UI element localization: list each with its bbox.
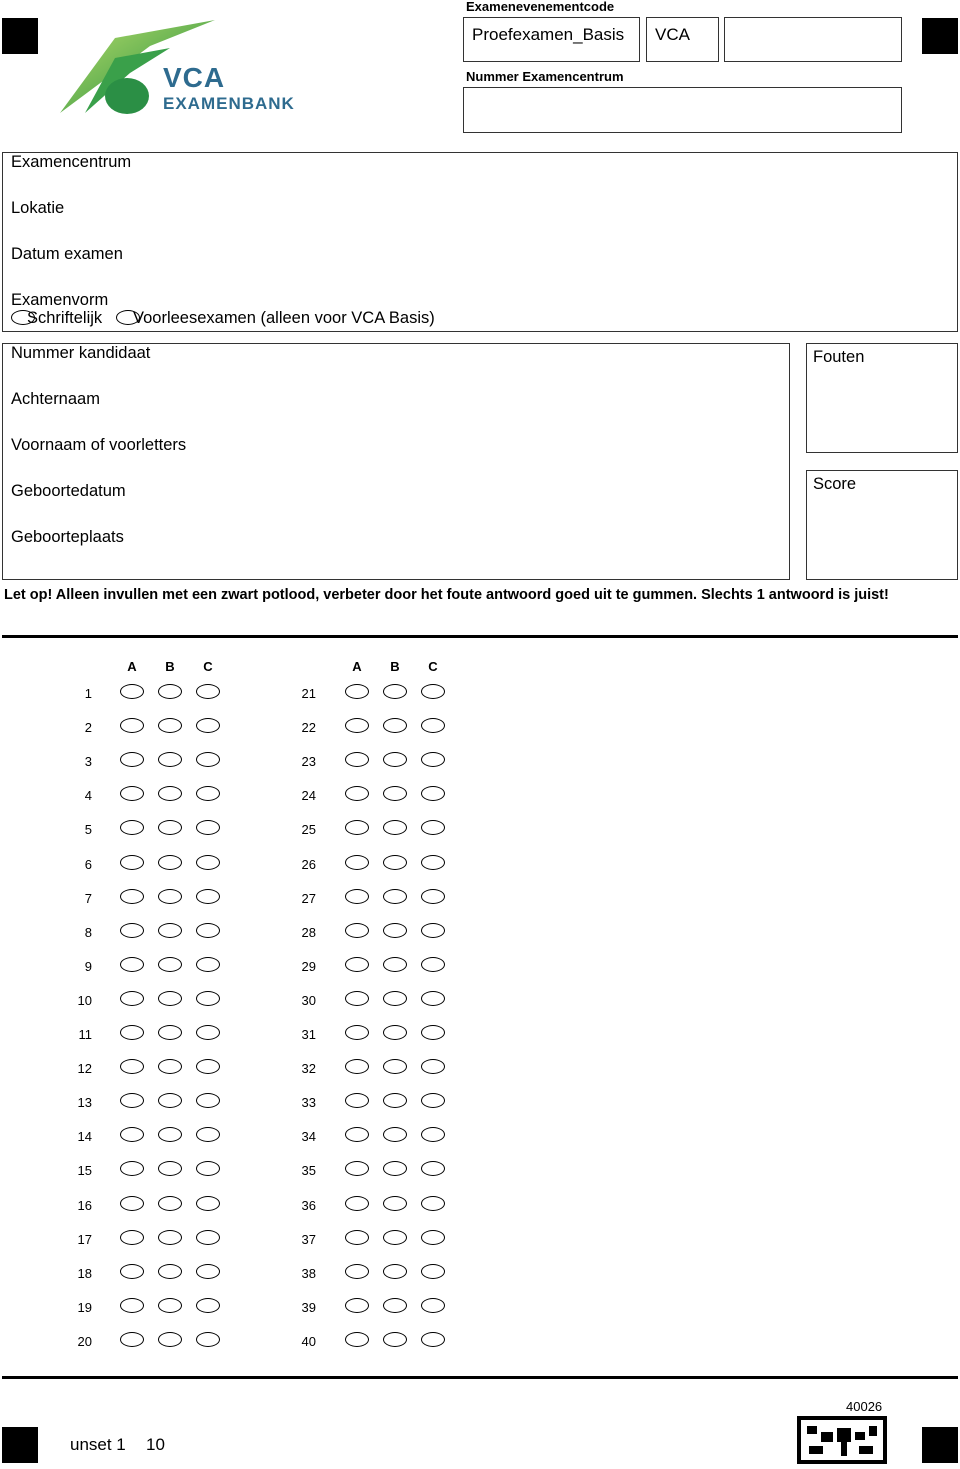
answer-bubble-1-b[interactable]: [158, 684, 182, 699]
center-number-label: Nummer Examencentrum: [466, 69, 624, 84]
corner-marker-top-right: [922, 18, 958, 54]
answer-bubble-9-b[interactable]: [158, 957, 182, 972]
answer-bubble-26-b[interactable]: [383, 855, 407, 870]
answer-bubble-24-a[interactable]: [345, 786, 369, 801]
answer-bubble-2-c[interactable]: [196, 718, 220, 733]
answer-bubble-36-c[interactable]: [421, 1196, 445, 1211]
set-label: unset 1: [70, 1435, 126, 1454]
answer-bubble-15-b[interactable]: [158, 1161, 182, 1176]
column-header-c: C: [428, 659, 438, 674]
answer-bubble-16-b[interactable]: [158, 1196, 182, 1211]
answer-bubble-3-c[interactable]: [196, 752, 220, 767]
answer-bubble-27-b[interactable]: [383, 889, 407, 904]
question-number: 33: [301, 1095, 316, 1111]
answer-bubble-15-a[interactable]: [120, 1161, 144, 1176]
question-number: 3: [84, 754, 92, 770]
question-number: 13: [77, 1095, 92, 1111]
question-number: 5: [84, 822, 92, 838]
answer-bubble-19-a[interactable]: [120, 1298, 144, 1313]
option-written-label: Schriftelijk: [27, 309, 103, 327]
answer-bubble-5-a[interactable]: [120, 820, 144, 835]
answer-bubble-1-a[interactable]: [120, 684, 144, 699]
fouten-box[interactable]: [806, 343, 958, 453]
answer-bubble-18-b[interactable]: [158, 1264, 182, 1279]
answer-bubble-28-a[interactable]: [345, 923, 369, 938]
answer-bubble-30-c[interactable]: [421, 991, 445, 1006]
answer-bubble-40-b[interactable]: [383, 1332, 407, 1347]
answer-bubble-33-c[interactable]: [421, 1093, 445, 1108]
question-number: 10: [77, 992, 92, 1008]
extra-code-field[interactable]: [724, 17, 902, 62]
answer-bubble-38-a[interactable]: [345, 1264, 369, 1279]
answer-bubble-26-a[interactable]: [345, 855, 369, 870]
column-header-b: B: [165, 659, 175, 674]
answer-bubble-30-a[interactable]: [345, 991, 369, 1006]
answer-bubble-16-a[interactable]: [120, 1196, 144, 1211]
answer-bubble-22-b[interactable]: [383, 718, 407, 733]
exam-info-box: [2, 152, 958, 332]
answer-bubble-1-c[interactable]: [196, 684, 220, 699]
answer-bubble-34-a[interactable]: [345, 1127, 369, 1142]
answer-bubble-31-b[interactable]: [383, 1025, 407, 1040]
answer-bubble-6-a[interactable]: [120, 855, 144, 870]
answer-bubble-16-c[interactable]: [196, 1196, 220, 1211]
question-number: 11: [78, 1027, 92, 1042]
answer-bubble-20-c[interactable]: [196, 1332, 220, 1347]
answer-bubble-37-c[interactable]: [421, 1230, 445, 1245]
question-number: 16: [77, 1197, 92, 1213]
answer-bubble-29-a[interactable]: [345, 957, 369, 972]
answer-bubble-25-b[interactable]: [383, 820, 407, 835]
question-number: 32: [301, 1061, 316, 1077]
question-number: 4: [84, 788, 92, 804]
answer-bubble-39-a[interactable]: [345, 1298, 369, 1313]
answer-bubble-5-c[interactable]: [196, 820, 220, 835]
answer-bubble-22-a[interactable]: [345, 718, 369, 733]
answer-bubble-10-c[interactable]: [196, 991, 220, 1006]
question-number: 20: [77, 1333, 92, 1349]
answer-bubble-3-a[interactable]: [120, 752, 144, 767]
question-number: 37: [301, 1231, 316, 1247]
answer-bubble-36-b[interactable]: [383, 1196, 407, 1211]
answer-bubble-25-a[interactable]: [345, 820, 369, 835]
question-number: 18: [77, 1265, 92, 1281]
answer-bubble-21-b[interactable]: [383, 684, 407, 699]
question-number: 35: [301, 1163, 316, 1179]
question-number: 6: [84, 856, 92, 872]
datum-label: Datum examen: [11, 245, 123, 263]
answer-bubble-23-c[interactable]: [421, 752, 445, 767]
question-number: 39: [301, 1299, 316, 1315]
question-number: 9: [84, 958, 92, 974]
answer-bubble-27-c[interactable]: [421, 889, 445, 904]
answer-bubble-9-c[interactable]: [196, 957, 220, 972]
answer-bubble-7-b[interactable]: [158, 889, 182, 904]
question-number: 24: [301, 788, 316, 804]
corner-marker-bottom-left: [2, 1427, 38, 1463]
question-number: 34: [301, 1129, 316, 1145]
answer-bubble-3-b[interactable]: [158, 752, 182, 767]
answer-bubble-27-a[interactable]: [345, 889, 369, 904]
answer-bubble-23-b[interactable]: [383, 752, 407, 767]
answer-bubble-24-c[interactable]: [421, 786, 445, 801]
examencentrum-label: Examencentrum: [11, 153, 132, 171]
exam-type-value: VCA: [655, 25, 690, 44]
answer-bubble-34-c[interactable]: [421, 1127, 445, 1142]
answer-bubble-14-a[interactable]: [120, 1127, 144, 1142]
answer-bubble-35-c[interactable]: [421, 1161, 445, 1176]
answer-bubble-11-b[interactable]: [158, 1025, 182, 1040]
answer-bubble-19-c[interactable]: [196, 1298, 220, 1313]
vca-examenbank-logo: [55, 18, 315, 118]
answer-bubble-29-b[interactable]: [383, 957, 407, 972]
answer-bubble-2-a[interactable]: [120, 718, 144, 733]
event-code-label: Examenevenementcode: [466, 0, 615, 14]
center-number-field[interactable]: [463, 87, 902, 133]
answer-bubble-2-b[interactable]: [158, 718, 182, 733]
lokatie-label: Lokatie: [11, 199, 65, 217]
question-number: 23: [301, 754, 316, 770]
answer-bubble-13-a[interactable]: [120, 1093, 144, 1108]
column-header-a: A: [352, 659, 362, 674]
answer-bubble-8-a[interactable]: [120, 923, 144, 938]
answer-bubble-17-c[interactable]: [196, 1230, 220, 1245]
answer-bubble-35-a[interactable]: [345, 1161, 369, 1176]
answer-bubble-32-a[interactable]: [345, 1059, 369, 1074]
corner-marker-bottom-right: [922, 1427, 958, 1463]
answer-bubble-39-b[interactable]: [383, 1298, 407, 1313]
question-number: 25: [301, 822, 316, 838]
answer-bubble-40-c[interactable]: [421, 1332, 445, 1347]
answer-bubble-31-c[interactable]: [421, 1025, 445, 1040]
answer-bubble-9-a[interactable]: [120, 957, 144, 972]
question-number: 38: [301, 1265, 316, 1281]
answer-bubble-21-c[interactable]: [421, 684, 445, 699]
answer-bubble-17-a[interactable]: [120, 1230, 144, 1245]
answer-bubble-14-b[interactable]: [158, 1127, 182, 1142]
divider-top: [2, 635, 958, 638]
logo-text-top: VCA: [163, 62, 226, 93]
answer-bubble-20-b[interactable]: [158, 1332, 182, 1347]
answer-bubble-7-c[interactable]: [196, 889, 220, 904]
answer-bubble-4-c[interactable]: [196, 786, 220, 801]
geboorteplaats-label: Geboorteplaats: [11, 528, 124, 546]
answer-bubble-25-c[interactable]: [421, 820, 445, 835]
question-number: 14: [77, 1129, 92, 1145]
column-header-c: C: [203, 659, 213, 674]
column-header-a: A: [127, 659, 137, 674]
answer-bubble-6-b[interactable]: [158, 855, 182, 870]
answer-bubble-40-a[interactable]: [345, 1332, 369, 1347]
answer-bubble-33-a[interactable]: [345, 1093, 369, 1108]
answer-bubble-20-a[interactable]: [120, 1332, 144, 1347]
event-code-value: Proefexamen_Basis: [472, 25, 625, 44]
answer-bubble-37-b[interactable]: [383, 1230, 407, 1245]
barcode-graphic: [797, 1416, 887, 1464]
question-number: 21: [301, 686, 316, 701]
question-number: 8: [84, 924, 92, 940]
question-number: 31: [301, 1027, 316, 1042]
answer-bubble-7-a[interactable]: [120, 889, 144, 904]
score-label: Score: [813, 475, 857, 493]
question-number: 2: [84, 720, 92, 736]
question-number: 1: [84, 686, 92, 701]
answer-bubble-33-b[interactable]: [383, 1093, 407, 1108]
question-number: 15: [77, 1163, 92, 1179]
answer-bubble-39-c[interactable]: [421, 1298, 445, 1313]
question-number: 40: [301, 1333, 316, 1349]
answer-bubble-28-b[interactable]: [383, 923, 407, 938]
answer-bubble-12-c[interactable]: [196, 1059, 220, 1074]
answer-bubble-29-c[interactable]: [421, 957, 445, 972]
answer-bubble-17-b[interactable]: [158, 1230, 182, 1245]
fouten-label: Fouten: [813, 348, 865, 366]
instruction-text: Let op! Alleen invullen met een zwart potlood, verbeter door het foute antwoord goed uit te gummen. Slechts 1 antwoord is juist!: [4, 587, 889, 603]
question-number: 28: [301, 924, 316, 940]
question-number: 26: [301, 856, 316, 872]
answer-bubble-38-b[interactable]: [383, 1264, 407, 1279]
answer-bubble-10-b[interactable]: [158, 991, 182, 1006]
answer-bubble-12-b[interactable]: [158, 1059, 182, 1074]
question-number: 27: [301, 890, 316, 906]
set-number: 10: [146, 1435, 165, 1454]
answer-bubble-11-a[interactable]: [120, 1025, 144, 1040]
question-number: 7: [84, 890, 92, 906]
question-number: 30: [301, 992, 316, 1008]
answer-bubble-4-a[interactable]: [120, 786, 144, 801]
answer-bubble-5-b[interactable]: [158, 820, 182, 835]
question-number: 36: [301, 1197, 316, 1213]
answer-bubble-12-a[interactable]: [120, 1059, 144, 1074]
answer-bubble-8-b[interactable]: [158, 923, 182, 938]
answer-bubble-26-c[interactable]: [421, 855, 445, 870]
answer-bubble-13-c[interactable]: [196, 1093, 220, 1108]
answer-bubble-32-b[interactable]: [383, 1059, 407, 1074]
candidate-box: [2, 343, 790, 580]
answer-bubble-37-a[interactable]: [345, 1230, 369, 1245]
event-code-field[interactable]: [463, 17, 640, 62]
answer-bubble-10-a[interactable]: [120, 991, 144, 1006]
question-number: 17: [77, 1231, 92, 1247]
option-reading-label: Voorleesexamen (alleen voor VCA Basis): [133, 309, 435, 327]
answer-bubble-18-c[interactable]: [196, 1264, 220, 1279]
question-number: 22: [301, 720, 316, 736]
barcode-number: 40026: [846, 1399, 883, 1414]
answer-bubble-14-c[interactable]: [196, 1127, 220, 1142]
answer-bubble-21-a[interactable]: [345, 684, 369, 699]
answer-bubble-34-b[interactable]: [383, 1127, 407, 1142]
column-header-b: B: [390, 659, 400, 674]
answer-bubble-30-b[interactable]: [383, 991, 407, 1006]
corner-marker-top-left: [2, 18, 38, 54]
examenvorm-label: Examenvorm: [11, 291, 109, 309]
nummer-kandidaat-label: Nummer kandidaat: [11, 344, 151, 362]
question-number: 19: [77, 1299, 92, 1315]
answer-bubble-6-c[interactable]: [196, 855, 220, 870]
answer-bubble-24-b[interactable]: [383, 786, 407, 801]
answer-bubble-23-a[interactable]: [345, 752, 369, 767]
score-box[interactable]: [806, 470, 958, 580]
answer-bubble-19-b[interactable]: [158, 1298, 182, 1313]
achternaam-label: Achternaam: [11, 390, 100, 408]
logo-text-bottom: EXAMENBANK: [163, 94, 295, 113]
exam-type-field[interactable]: [646, 17, 719, 62]
answer-bubble-36-a[interactable]: [345, 1196, 369, 1211]
geboortedatum-label: Geboortedatum: [11, 482, 126, 500]
divider-bottom: [2, 1376, 958, 1379]
answer-bubble-31-a[interactable]: [345, 1025, 369, 1040]
answer-bubble-35-b[interactable]: [383, 1161, 407, 1176]
answer-bubble-11-c[interactable]: [196, 1025, 220, 1040]
answer-bubble-38-c[interactable]: [421, 1264, 445, 1279]
answer-bubble-13-b[interactable]: [158, 1093, 182, 1108]
answer-bubble-28-c[interactable]: [421, 923, 445, 938]
voornaam-label: Voornaam of voorletters: [11, 436, 187, 454]
answer-bubble-15-c[interactable]: [196, 1161, 220, 1176]
answer-bubble-8-c[interactable]: [196, 923, 220, 938]
answer-bubble-22-c[interactable]: [421, 718, 445, 733]
question-number: 12: [77, 1061, 92, 1077]
answer-bubble-18-a[interactable]: [120, 1264, 144, 1279]
answer-bubble-4-b[interactable]: [158, 786, 182, 801]
question-number: 29: [301, 958, 316, 974]
answer-bubble-32-c[interactable]: [421, 1059, 445, 1074]
